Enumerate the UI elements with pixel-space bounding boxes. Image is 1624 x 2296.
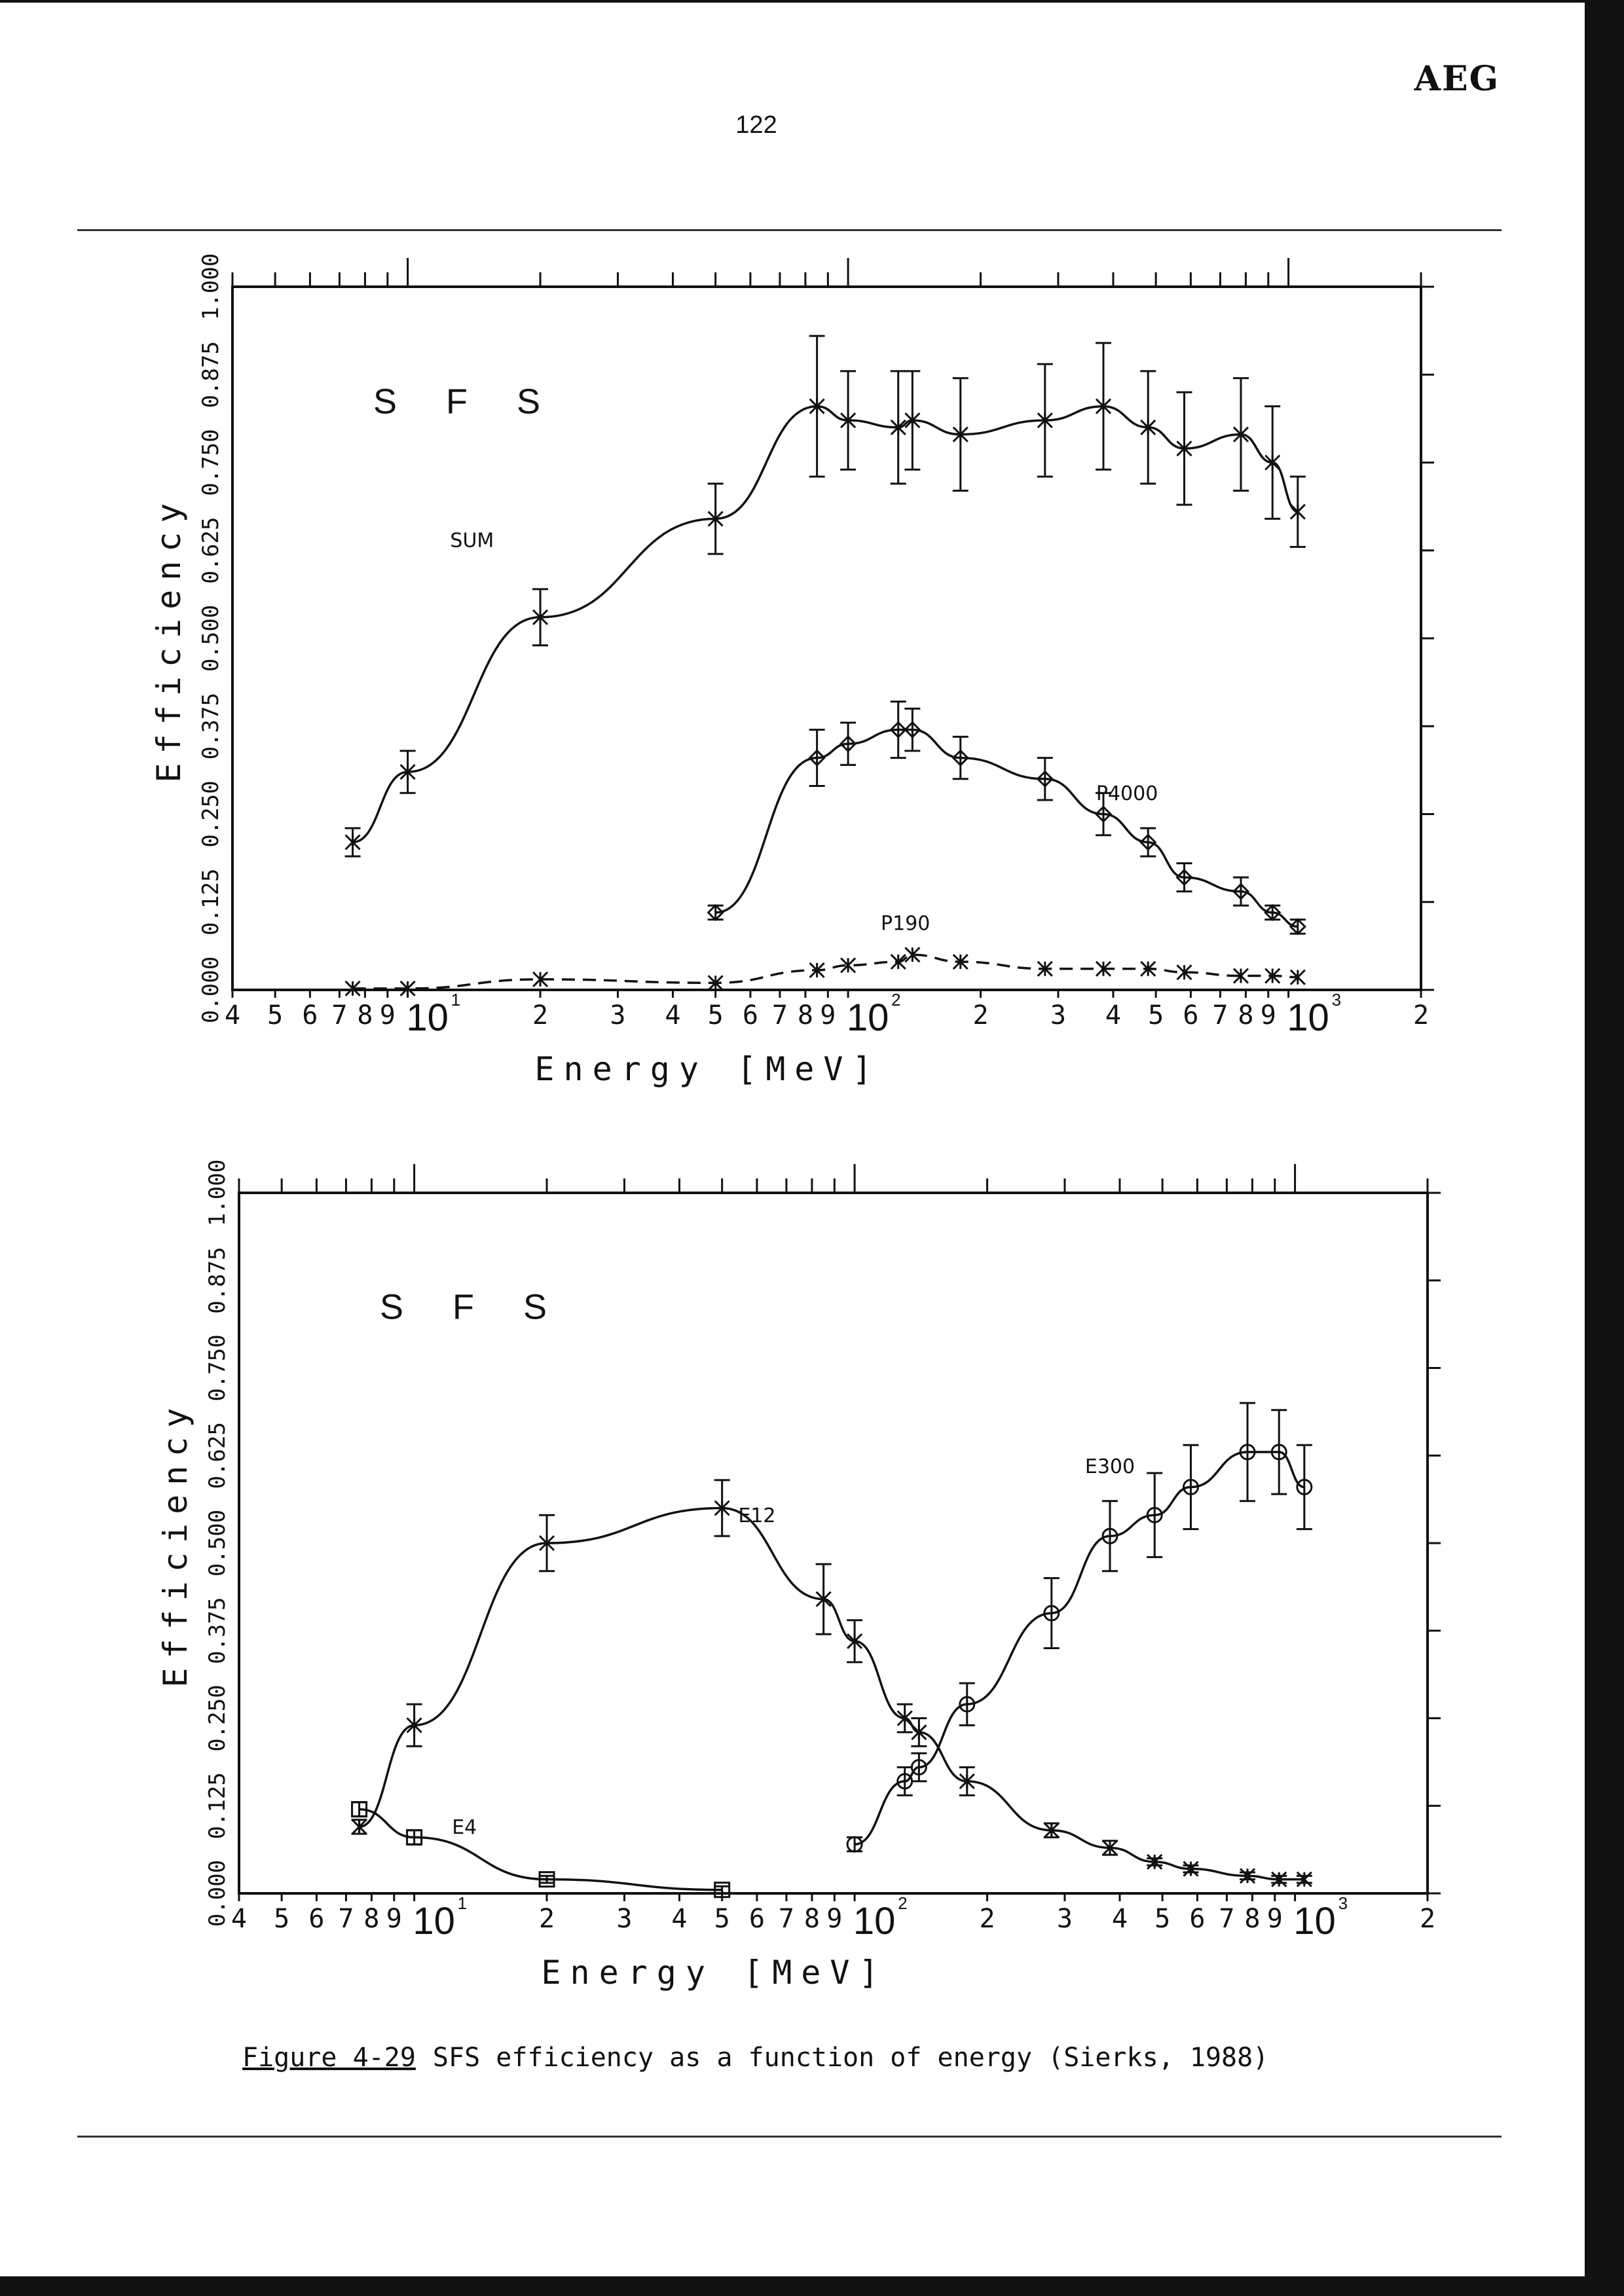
bottom-rule: [77, 2136, 1502, 2138]
x-tick-label: 5: [1148, 1000, 1164, 1030]
x-tick-label: 3: [1050, 1000, 1066, 1030]
x-tick-label: 6: [748, 1904, 765, 1934]
annotation-e300: E300: [1084, 1455, 1135, 1478]
x-tick-label: 3: [1056, 1904, 1073, 1934]
x-tick-label: 7: [1212, 1000, 1228, 1030]
company-logo: AEG: [1414, 59, 1500, 99]
y-tick-label: 0.375: [198, 693, 224, 760]
x-tick-label: 4: [231, 1904, 248, 1934]
x-tick-label: 4: [1105, 1000, 1122, 1030]
x-tick-label: 2: [532, 1000, 549, 1030]
y-tick-label: 0.125: [204, 1772, 231, 1840]
chart-title: S F S: [373, 382, 561, 422]
y-tick-label: 1.000: [204, 1159, 231, 1227]
x-tick-label: 4: [665, 1000, 681, 1030]
y-tick-label: 0.750: [204, 1334, 231, 1402]
x-tick-label: 2: [979, 1904, 995, 1934]
page-number: 122: [735, 111, 777, 139]
x-tick-label: 7: [338, 1904, 354, 1934]
x-tick-label: 2: [972, 1000, 989, 1030]
y-tick-label: 0.250: [204, 1685, 231, 1752]
x-tick-label: 9: [1260, 1000, 1276, 1030]
x-decade-label: 10: [413, 1900, 455, 1942]
x-decade-label: 10: [1293, 1900, 1336, 1942]
x-decade-label: 10: [846, 996, 889, 1039]
y-tick-label: 0.375: [204, 1597, 231, 1664]
chart-title: S F S: [380, 1287, 567, 1327]
y-tick-label: 0.500: [198, 604, 224, 672]
curve-e300: [855, 1452, 1304, 1844]
x-tick-label: 7: [778, 1904, 794, 1934]
y-tick-label: 1.000: [198, 253, 224, 321]
x-tick-label: 6: [1183, 1000, 1199, 1030]
x-decade-exponent: 1: [457, 1893, 468, 1913]
figure-caption: [242, 2043, 1268, 2073]
y-tick-label: 0.250: [198, 780, 224, 848]
x-tick-label: 2: [538, 1904, 555, 1934]
x-tick-label: 8: [1238, 1000, 1254, 1030]
x-tick-label: 9: [820, 1000, 836, 1030]
x-tick-label: 9: [1266, 1904, 1283, 1934]
x-tick-label: 9: [386, 1904, 402, 1934]
x-decade-exponent: 2: [898, 1893, 908, 1913]
curve-e4: [360, 1810, 722, 1890]
figure-caption-text: SFS efficiency as a function of energy (Sierks, 1988): [432, 2043, 1269, 2073]
x-tick-label: 6: [302, 1000, 318, 1030]
x-tick-label: 2: [1419, 1904, 1436, 1934]
x-tick-label: 5: [707, 1000, 724, 1030]
x-tick-label: 5: [267, 1000, 284, 1030]
x-tick-label: 9: [379, 1000, 396, 1030]
y-tick-label: 0.875: [198, 341, 224, 409]
x-axis-title: Energy [MeV]: [534, 1050, 881, 1088]
x-tick-label: 8: [1244, 1904, 1261, 1934]
annotation-sum: SUM: [450, 529, 494, 553]
x-decade-label: 10: [853, 1900, 896, 1942]
curve-e12: [360, 1508, 1304, 1880]
y-tick-label: 0.625: [204, 1422, 231, 1489]
x-decade-exponent: 1: [451, 990, 461, 1010]
x-tick-label: 8: [357, 1000, 373, 1030]
y-tick-label: 0.625: [198, 517, 224, 584]
x-tick-label: 9: [826, 1904, 843, 1934]
annotation-p4000: P4000: [1096, 782, 1158, 806]
x-tick-label: 8: [363, 1904, 380, 1934]
annotation-e4: E4: [452, 1816, 477, 1840]
figure-label: Figure 4-29: [242, 2043, 416, 2073]
y-tick-label: 0.750: [198, 429, 224, 496]
x-tick-label: 3: [616, 1904, 633, 1934]
annotation-p190: P190: [881, 912, 931, 936]
y-tick-label: 0.125: [198, 868, 224, 936]
x-tick-label: 4: [224, 1000, 241, 1030]
x-tick-label: 7: [771, 1000, 788, 1030]
series-e300: [847, 1403, 1312, 1851]
x-tick-label: 5: [274, 1904, 290, 1934]
x-axis-title: Energy [MeV]: [541, 1954, 888, 1992]
x-tick-label: 6: [308, 1904, 325, 1934]
x-decade-exponent: 3: [1338, 1893, 1348, 1913]
x-decade-label: 10: [1287, 996, 1329, 1039]
y-tick-label: 0.000: [198, 956, 224, 1024]
x-tick-label: 7: [1219, 1904, 1235, 1934]
x-decade-exponent: 2: [891, 990, 901, 1010]
x-tick-label: 5: [1154, 1904, 1171, 1934]
series-e12: [352, 1480, 1312, 1887]
x-tick-label: 2: [1412, 1000, 1430, 1030]
x-decade-exponent: 3: [1331, 990, 1342, 1010]
x-tick-label: 4: [671, 1904, 688, 1934]
x-tick-label: 6: [1189, 1904, 1206, 1934]
plot-2: [157, 1159, 1441, 1992]
x-decade-label: 10: [406, 996, 449, 1039]
x-tick-label: 5: [714, 1904, 730, 1934]
x-tick-label: 8: [803, 1904, 820, 1934]
x-tick-label: 6: [742, 1000, 758, 1030]
y-tick-label: 0.500: [204, 1509, 231, 1577]
annotation-e12: E12: [738, 1504, 776, 1527]
x-tick-label: 4: [1111, 1904, 1128, 1934]
y-axis-title: Efficiency: [157, 1398, 194, 1688]
y-axis-title: Efficiency: [150, 494, 188, 783]
x-tick-label: 8: [797, 1000, 813, 1030]
y-tick-label: 0.000: [204, 1859, 231, 1927]
x-tick-label: 7: [331, 1000, 348, 1030]
series-e4: [352, 1802, 730, 1897]
y-tick-label: 0.875: [204, 1247, 231, 1314]
x-tick-label: 3: [610, 1000, 626, 1030]
